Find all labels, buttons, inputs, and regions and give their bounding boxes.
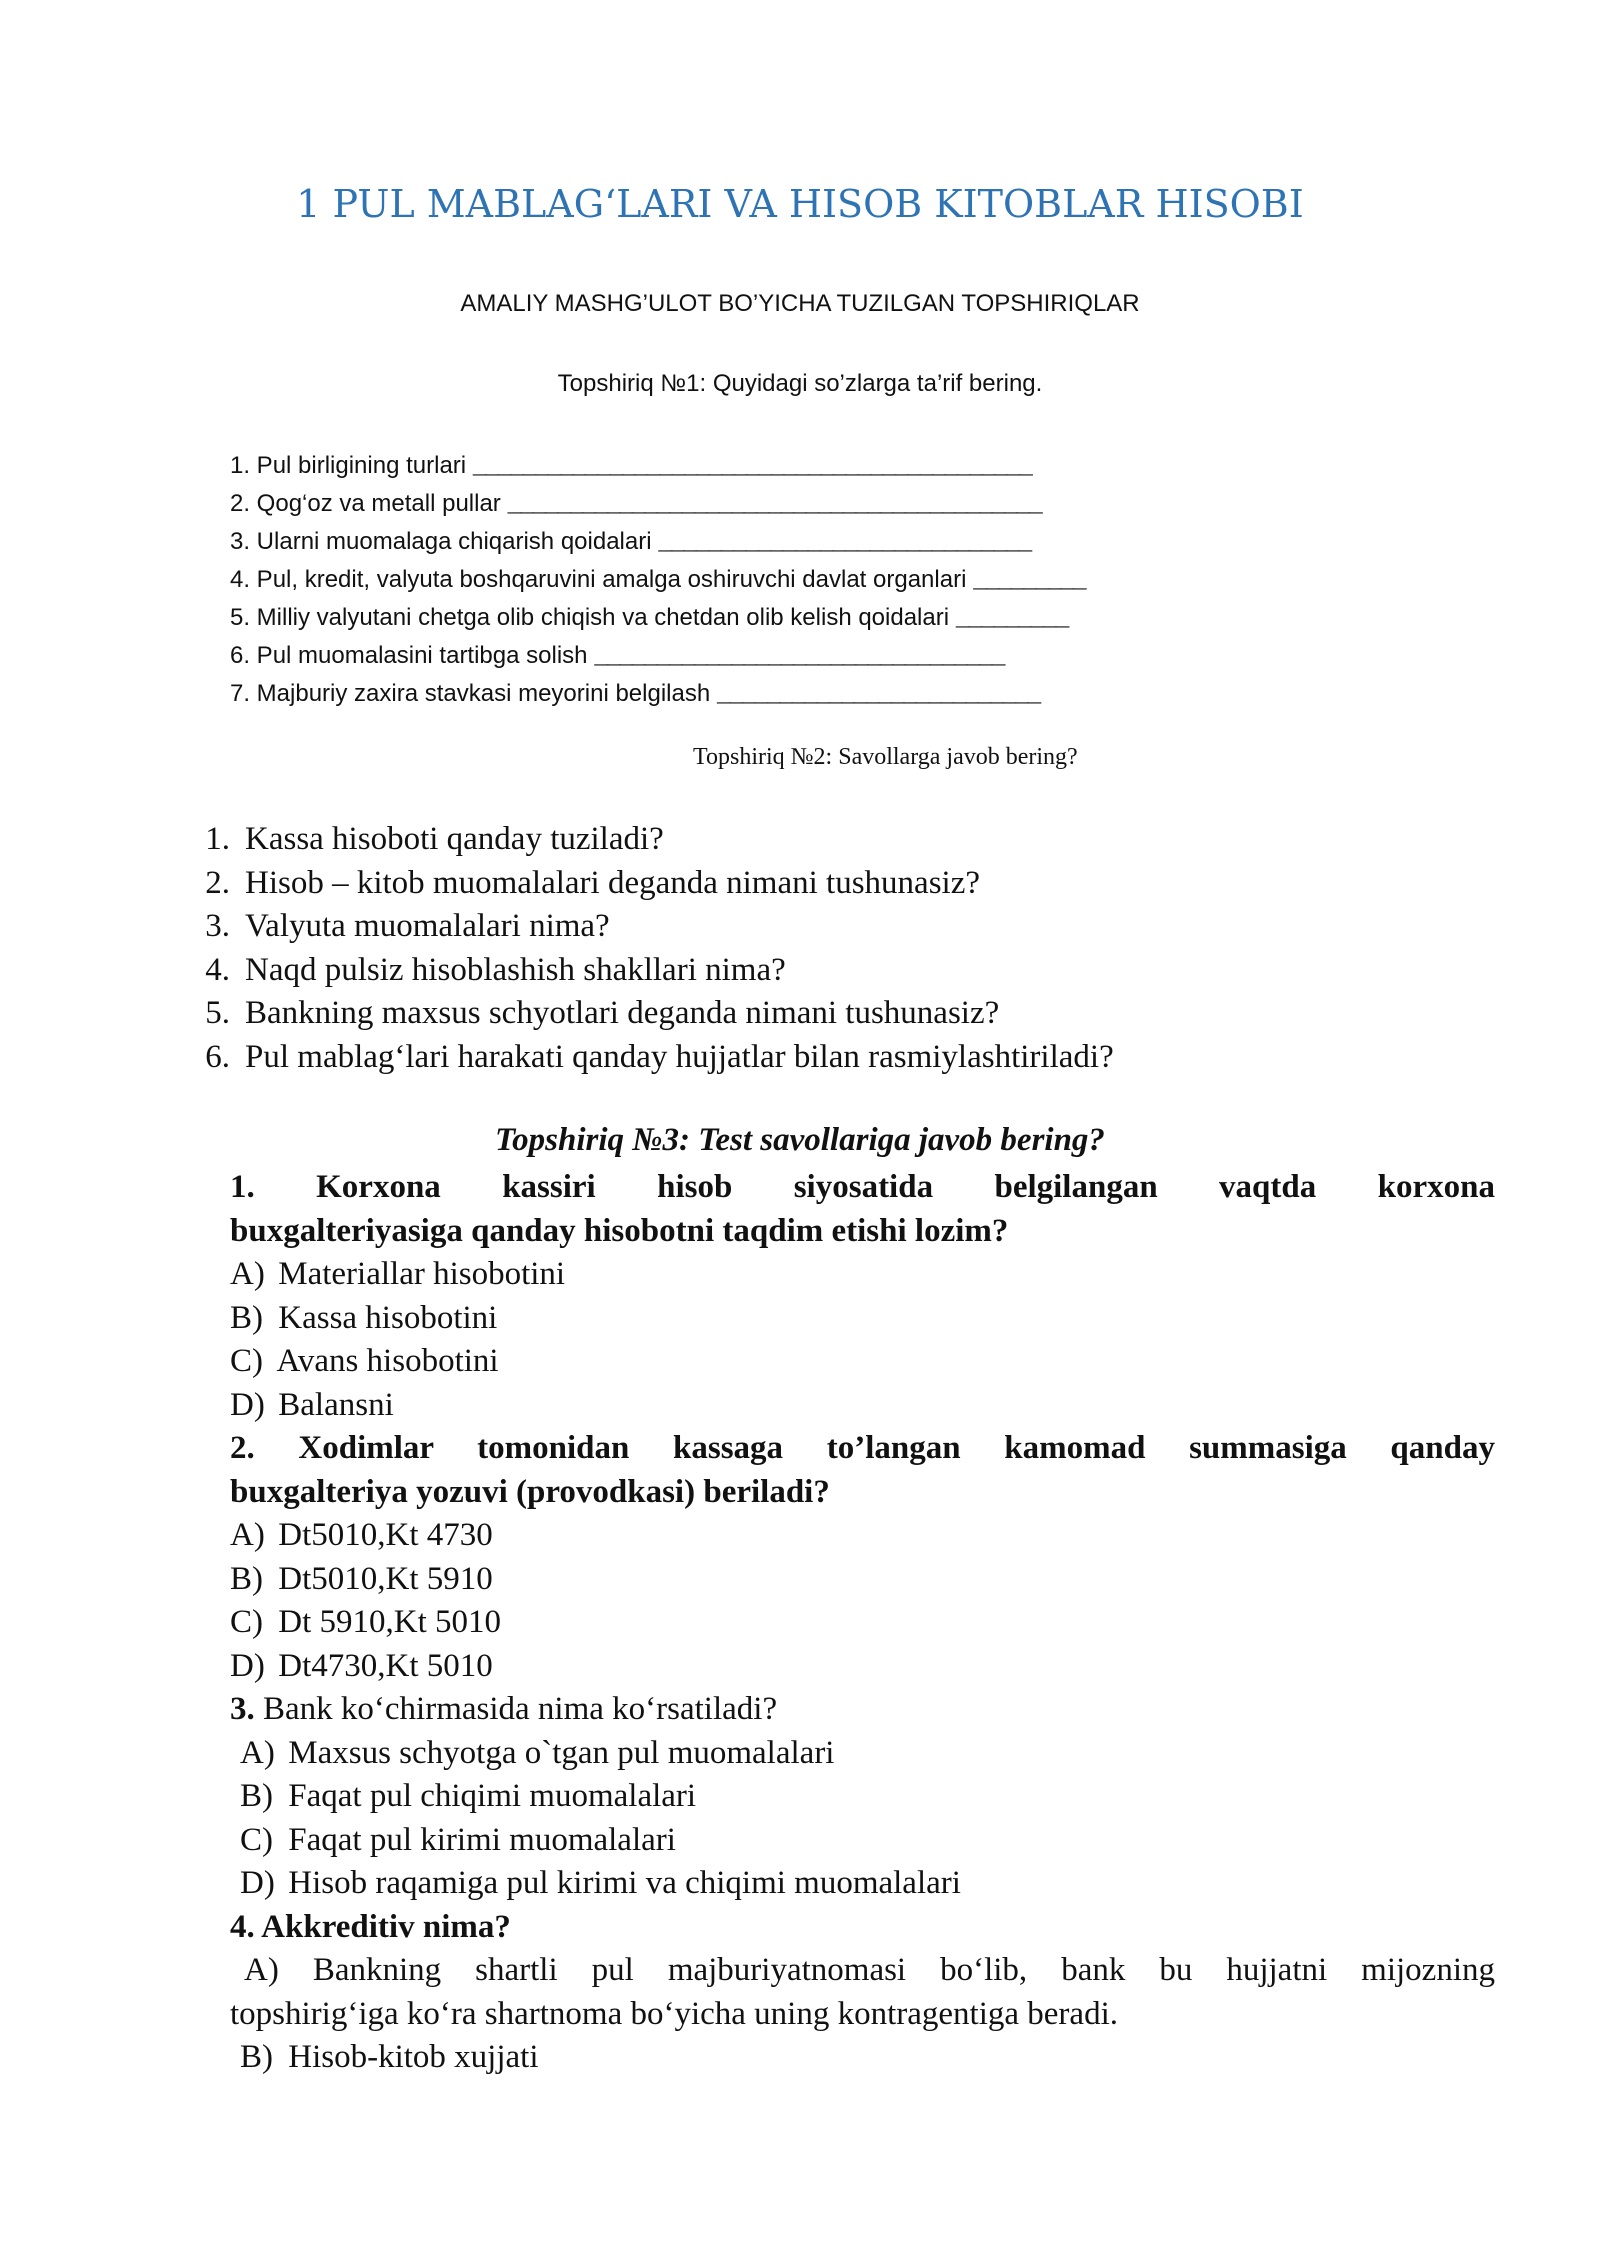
question-2-line2: buxgalteriya yozuvi (provodkasi) beriladi? <box>230 1473 830 1510</box>
answer-blank: __________________________ <box>716 682 1040 709</box>
answer-blank: _________________________________ <box>594 644 1004 671</box>
task1-list <box>230 448 1230 714</box>
answer-blank: ___________________________________________ <box>507 492 1041 519</box>
option-d <box>230 1384 1495 1428</box>
option-text: Avans hisobotini <box>276 1343 499 1379</box>
option-letter: B) <box>230 1560 263 1597</box>
item-text: 1. Pul birligining turlari <box>230 452 467 479</box>
item-text: Pul mablag‘lari harakati qanday hujjatlar bilan rasmiylashtiriladi? <box>245 1038 1114 1075</box>
list-item <box>230 562 1230 600</box>
option-d <box>230 1645 1495 1689</box>
option-a <box>230 1514 1495 1558</box>
option-letter: B) <box>240 2039 273 2075</box>
option-letter: C) <box>240 1821 273 1858</box>
option-letter: A) <box>240 1734 275 1771</box>
option-text: Maxsus schyotga o`tgan pul muomalalari <box>288 1734 835 1771</box>
option-text: Balansni <box>278 1386 394 1423</box>
option-letter: A) <box>230 1256 265 1292</box>
option-letter: A) <box>230 1517 265 1553</box>
option-a <box>230 1253 1495 1297</box>
question-2-line1: 2. Xodimlar tomonidan kassaga to’langan kamomad summasiga qanday <box>230 1430 1495 1466</box>
option-text: Kassa hisobotini <box>278 1299 498 1336</box>
list-item <box>230 524 1230 562</box>
option-a-line1: A) Bankning shartli pul majburiyatnomasi bo‘lib, bank bu hujjatni mijozning <box>244 1952 1495 1988</box>
list-item <box>175 949 1375 993</box>
task1-heading: Topshiriq №1: Quyidagi so’zlarga ta’rif bering. <box>557 370 1043 397</box>
document-subtitle: AMALIY MASHG’ULOT BO’YICHA TUZILGAN TOPSHIRIQLAR <box>460 290 1140 317</box>
question-number: 3. <box>230 1691 255 1727</box>
option-letter: D) <box>230 1647 265 1684</box>
question-2 <box>230 1427 1495 1514</box>
option-a <box>230 1732 1495 1776</box>
option-a-line2: topshirig‘iga ko‘ra shartnoma bo‘yicha uning kontragentiga beradi. <box>230 1995 1118 2032</box>
item-text: 2. Qog‘oz va metall pullar <box>230 490 501 517</box>
option-letter: D) <box>230 1386 265 1423</box>
option-a <box>230 1949 1495 2036</box>
question-3 <box>230 1688 1495 1732</box>
test-questions <box>230 1166 1495 2080</box>
item-text: 3. Ularni muomalaga chiqarish qoidalari <box>230 528 652 555</box>
option-c <box>230 1819 1495 1863</box>
task2-heading: Topshiriq №2: Savollarga javob bering? <box>693 744 1078 770</box>
item-number: 5. <box>205 995 230 1031</box>
option-b <box>230 2036 1495 2080</box>
question-4: 4. Akkreditiv nima? <box>230 1908 511 1945</box>
item-number: 1. <box>205 821 230 857</box>
answer-blank: ______________________________ <box>658 530 1031 557</box>
option-text: Dt5010,Kt 4730 <box>278 1517 493 1553</box>
option-b <box>230 1558 1495 1602</box>
option-text: Faqat pul kirimi muomalalari <box>288 1821 676 1858</box>
list-item <box>230 676 1230 714</box>
list-item <box>175 862 1375 906</box>
list-item <box>175 992 1375 1036</box>
option-text: Hisob-kitob xujjati <box>288 2039 539 2075</box>
option-letter: B) <box>230 1299 263 1336</box>
option-letter: D) <box>240 1865 275 1901</box>
list-item <box>230 600 1230 638</box>
item-text: Valyuta muomalalari nima? <box>245 908 610 944</box>
question-1-line1: 1. Korxona kassiri hisob siyosatida belgilangan vaqtda korxona <box>230 1169 1495 1205</box>
option-b <box>230 1775 1495 1819</box>
answer-blank: _____________________________________________ <box>472 454 1031 481</box>
item-text: 5. Milliy valyutani chetga olib chiqish va chetdan olib kelish qoidalari <box>230 604 950 631</box>
option-text: Dt5010,Kt 5910 <box>278 1560 493 1597</box>
item-text: 7. Majburiy zaxira stavkasi meyorini belgilash <box>230 680 711 707</box>
item-number: 2. <box>205 864 230 901</box>
option-c <box>230 1601 1495 1645</box>
question-1 <box>230 1166 1495 1253</box>
option-text: Materiallar hisobotini <box>278 1256 566 1292</box>
item-number: 6. <box>205 1038 230 1075</box>
item-text: Bankning maxsus schyotlari deganda nimani tushunasiz? <box>245 995 1000 1031</box>
document-title: 1 PUL MABLAG‘LARI VA HISOB KITOBLAR HISOBI <box>296 182 1304 226</box>
option-text: Faqat pul chiqimi muomalalari <box>288 1778 697 1814</box>
list-item <box>230 448 1230 486</box>
item-text: Naqd pulsiz hisoblashish shakllari nima? <box>245 951 786 988</box>
option-c <box>230 1340 1495 1384</box>
item-text: 6. Pul muomalasini tartibga solish <box>230 642 588 669</box>
item-number: 3. <box>205 908 230 944</box>
list-item <box>230 486 1230 524</box>
option-text: Dt 5910,Kt 5010 <box>278 1604 501 1640</box>
question-1-line2: buxgalteriyasiga qanday hisobotni taqdim etishi lozim? <box>230 1212 1009 1249</box>
option-letter: C) <box>230 1343 263 1379</box>
item-number: 4. <box>205 951 230 988</box>
list-item <box>175 818 1375 862</box>
option-b <box>230 1297 1495 1341</box>
list-item <box>230 638 1230 676</box>
list-item <box>175 905 1375 949</box>
task2-list <box>175 818 1375 1079</box>
task3-heading: Topshiriq №3: Test savollariga javob bering? <box>495 1122 1105 1158</box>
item-text: Hisob – kitob muomalalari deganda nimani tushunasiz? <box>245 864 981 901</box>
list-item <box>175 1036 1375 1080</box>
question-text: Bank ko‘chirmasida nima ko‘rsatiladi? <box>263 1691 778 1727</box>
answer-blank: _________ <box>955 606 1068 633</box>
option-text: Dt4730,Kt 5010 <box>278 1647 493 1684</box>
option-d <box>230 1862 1495 1906</box>
answer-blank: _________ <box>973 568 1085 595</box>
option-letter: C) <box>230 1604 263 1640</box>
option-text: Hisob raqamiga pul kirimi va chiqimi muomalalari <box>288 1865 961 1901</box>
item-text: Kassa hisoboti qanday tuziladi? <box>245 821 664 857</box>
item-text: 4. Pul, kredit, valyuta boshqaruvini amalga oshiruvchi davlat organlari <box>230 566 967 593</box>
option-letter: B) <box>240 1778 273 1814</box>
